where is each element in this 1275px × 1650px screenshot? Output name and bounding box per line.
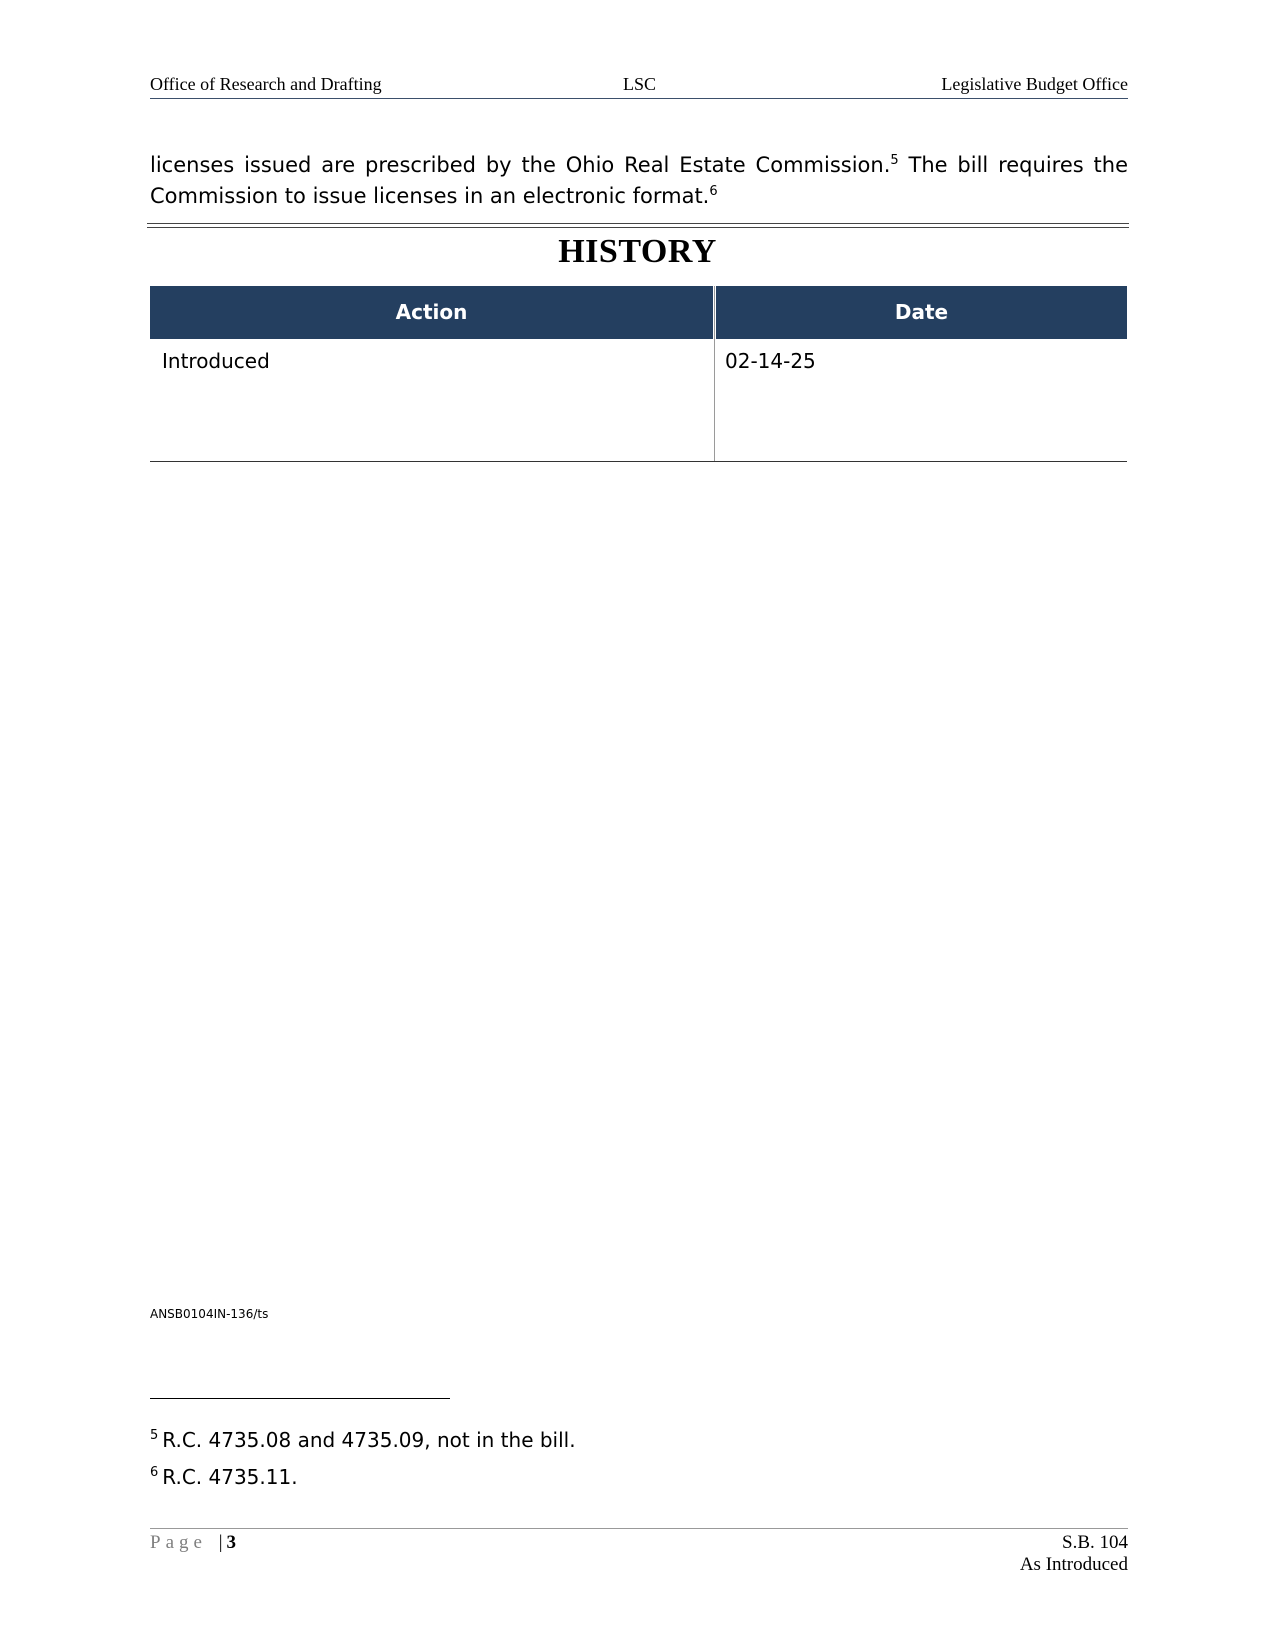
bill-status: As Introduced: [1019, 1554, 1128, 1575]
page-header: [150, 72, 1128, 99]
footnote-6: [150, 1465, 298, 1489]
column-header-date: Date: [716, 286, 1127, 339]
history-heading: HISTORY: [558, 233, 717, 270]
footer-bill-info: [1020, 1532, 1128, 1576]
body-text-part1: licenses issued are prescribed by the Ohio Real Estate Commission.: [150, 153, 891, 177]
page-word: Page: [150, 1532, 207, 1553]
header-lsc: LSC: [623, 74, 657, 94]
footnote-text: R.C. 4735.11.: [162, 1465, 298, 1489]
footnote-separator: [150, 1398, 450, 1399]
column-divider: [714, 286, 715, 461]
page-number-label: [150, 1532, 236, 1554]
section-divider: [147, 223, 1129, 228]
header-office-left: Office of Research and Drafting: [150, 74, 382, 94]
header-office-right: Legislative Budget Office: [941, 74, 1128, 94]
page-separator: |: [218, 1532, 223, 1553]
table-header-row: [150, 286, 1127, 339]
footnote-ref-6[interactable]: 6: [709, 184, 718, 199]
bill-number: S.B. 104: [1062, 1532, 1128, 1553]
footer-rule: [150, 1528, 1128, 1529]
footnote-5: [150, 1428, 576, 1452]
body-paragraph: [150, 150, 1128, 212]
document-id: ANSB0104IN-136/ts: [150, 1307, 269, 1321]
history-table: [150, 286, 1127, 462]
footnote-ref-5[interactable]: 5: [890, 153, 899, 168]
column-header-action: Action: [150, 286, 713, 339]
table-row: [150, 339, 1127, 462]
footnote-number: 6: [150, 1465, 159, 1480]
footnote-number: 5: [150, 1428, 159, 1443]
body-text-part2: The bill requires the Commission to issue licenses in an electronic format.: [150, 153, 1129, 208]
page-number: 3: [226, 1532, 236, 1553]
footnote-text: R.C. 4735.08 and 4735.09, not in the bill.: [162, 1428, 576, 1452]
cell-action: Introduced: [162, 349, 270, 373]
cell-date: 02-14-25: [725, 349, 816, 373]
